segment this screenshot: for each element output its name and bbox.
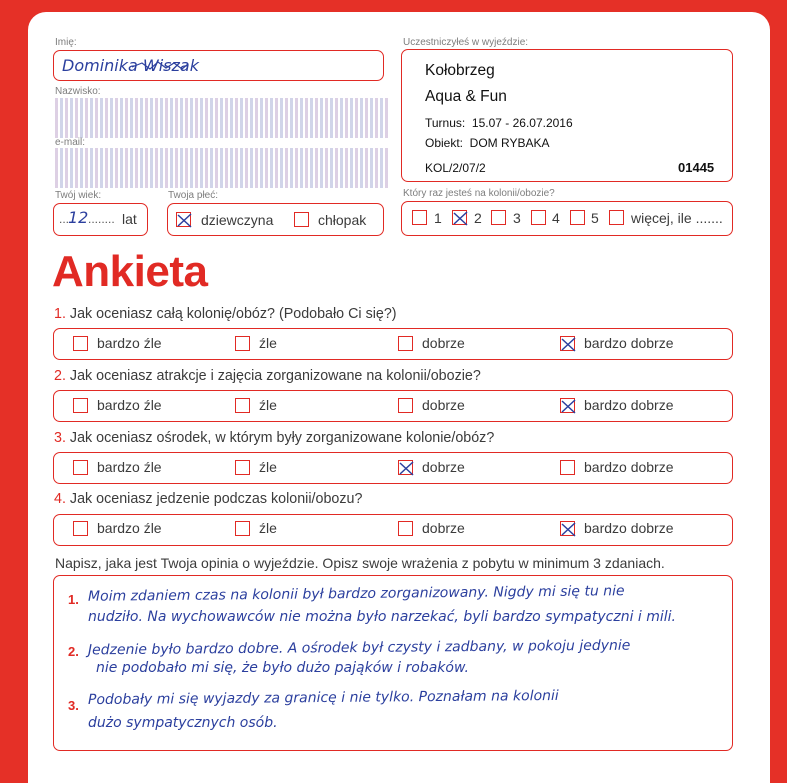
question-1-zle-checkbox[interactable]	[235, 336, 250, 351]
survey-title: Ankieta	[52, 247, 208, 296]
question-2-bardzo-zle-checkbox[interactable]	[73, 398, 88, 413]
question-1-bardzo-dobrze-label: bardzo dobrze	[584, 335, 674, 351]
imie-field[interactable]	[53, 50, 384, 81]
trip-number: 01445	[678, 160, 715, 175]
opinion-line-3: Jedzenie było bardzo dobre. A ośrodek był czysty i zadbany, w pokoju jedynie	[87, 637, 631, 659]
plec-chlopak-label: chłopak	[318, 212, 367, 228]
trip-turnus: Turnus: 15.07 - 26.07.2016	[425, 116, 573, 130]
nazwisko-label: Nazwisko:	[55, 86, 101, 97]
question-2-dobrze-checkbox[interactable]	[398, 398, 413, 413]
question-3	[54, 430, 494, 446]
question-2-zle-label: źle	[259, 397, 277, 413]
wiek-dots-right: ........	[88, 212, 115, 226]
wiek-label: Twój wiek:	[55, 190, 102, 201]
wiek-field[interactable]	[53, 203, 148, 236]
opinion-line-6: dużo sympatycznych osób.	[88, 715, 278, 731]
check-x-icon	[174, 210, 195, 231]
email-label: e-mail:	[55, 137, 86, 148]
ktory-raz-2-label: 2	[474, 210, 482, 226]
question-4-number: 4.	[54, 491, 66, 507]
plec-chlopak-checkbox[interactable]	[294, 212, 309, 227]
question-3-text: Jak oceniasz ośrodek, w którym były zorganizowane kolonie/obóz?	[69, 430, 495, 446]
question-2-bardzo-zle-label: bardzo źle	[97, 397, 162, 413]
wiek-dots-left: ...	[59, 212, 70, 226]
ktory-raz-wiecej-checkbox[interactable]	[609, 210, 624, 225]
question-4-bardzo-dobrze-label: bardzo dobrze	[584, 520, 674, 536]
check-x-icon	[558, 396, 579, 417]
question-2-zle-checkbox[interactable]	[235, 398, 250, 413]
question-4-bardzo-zle-label: bardzo źle	[97, 520, 162, 536]
question-1-zle-label: źle	[259, 335, 277, 351]
question-3-zle-checkbox[interactable]	[235, 460, 250, 475]
opinion-line-4: nie podobało mi się, że było dużo pająków i robaków.	[96, 660, 469, 676]
question-2-bardzo-dobrze-label: bardzo dobrze	[584, 397, 674, 413]
question-3-bardzo-dobrze-label: bardzo dobrze	[584, 459, 674, 475]
wiek-value: 12	[68, 208, 89, 227]
redacted-nazwisko	[55, 98, 388, 138]
question-1-dobrze-checkbox[interactable]	[398, 336, 413, 351]
trip-obiekt: Obiekt: DOM RYBAKA	[425, 136, 550, 150]
question-2-text: Jak oceniasz atrakcje i zajęcia zorganizowane na kolonii/obozie?	[69, 368, 481, 384]
check-x-icon	[396, 458, 417, 479]
question-4-zle-label: źle	[259, 520, 277, 536]
ktory-raz-4-checkbox[interactable]	[531, 210, 546, 225]
ktory-raz-4-label: 4	[552, 210, 560, 226]
uczestniczyles-label: Uczestniczyłeś w wyjeździe:	[403, 37, 529, 48]
check-x-icon	[450, 208, 471, 229]
redacted-email	[55, 148, 388, 188]
plec-dziewczyna-label: dziewczyna	[201, 212, 274, 228]
ktory-raz-5-label: 5	[591, 210, 599, 226]
question-3-dobrze-label: dobrze	[422, 459, 465, 475]
question-2-dobrze-label: dobrze	[422, 397, 465, 413]
question-1-bardzo-zle-label: bardzo źle	[97, 335, 162, 351]
opinion-line-5: Podobały mi się wyjazdy za granicę i nie tylko. Poznałam na kolonii	[87, 687, 559, 709]
plec-dziewczyna-checkbox[interactable]	[176, 212, 191, 227]
question-3-number: 3.	[54, 430, 66, 446]
question-4-zle-checkbox[interactable]	[235, 521, 250, 536]
question-1	[54, 306, 397, 322]
question-4-text: Jak oceniasz jedzenie podczas kolonii/obozu?	[69, 491, 363, 507]
trip-code: KOL/2/07/2	[425, 161, 486, 175]
question-3-bardzo-zle-label: bardzo źle	[97, 459, 162, 475]
check-x-icon	[558, 334, 579, 355]
opinion-number-1: 1.	[68, 592, 79, 607]
question-2	[54, 368, 481, 384]
trip-name: Aqua & Fun	[425, 88, 507, 105]
ktory-raz-1-checkbox[interactable]	[412, 210, 427, 225]
opinion-number-2: 2.	[68, 644, 79, 659]
opinion-number-3: 3.	[68, 698, 79, 713]
question-1-number: 1.	[54, 306, 66, 322]
question-4-dobrze-checkbox[interactable]	[398, 521, 413, 536]
trip-city: Kołobrzeg	[425, 62, 495, 79]
scribble-over-surname	[130, 59, 190, 73]
question-3-bardzo-zle-checkbox[interactable]	[73, 460, 88, 475]
question-3-bardzo-dobrze-checkbox[interactable]	[560, 460, 575, 475]
question-4-bardzo-dobrze-checkbox[interactable]	[560, 521, 575, 536]
question-4-bardzo-zle-checkbox[interactable]	[73, 521, 88, 536]
ktory-raz-wiecej-label: więcej, ile .......	[631, 210, 723, 226]
ktory-raz-5-checkbox[interactable]	[570, 210, 585, 225]
opinion-prompt: Napisz, jaka jest Twoja opinia o wyjeździe. Opisz swoje wrażenia z pobytu w minimum 3 zdaniach.	[55, 555, 665, 571]
opinion-line-1: Moim zdaniem czas na kolonii był bardzo zorganizowany. Nigdy mi się tu nie	[87, 583, 625, 605]
plec-label: Twoja płeć:	[168, 190, 219, 201]
check-x-icon	[558, 519, 579, 540]
wiek-unit: lat	[122, 211, 137, 227]
ktory-raz-label: Który raz jesteś na kolonii/obozie?	[403, 188, 555, 199]
question-1-bardzo-dobrze-checkbox[interactable]	[560, 336, 575, 351]
question-1-dobrze-label: dobrze	[422, 335, 465, 351]
question-1-bardzo-zle-checkbox[interactable]	[73, 336, 88, 351]
ktory-raz-3-checkbox[interactable]	[491, 210, 506, 225]
ktory-raz-3-label: 3	[513, 210, 521, 226]
imie-label: Imię:	[55, 37, 77, 48]
opinion-line-2: nudziło. Na wychowawców nie można było narzekać, byli bardzo sympatyczni i mili.	[88, 609, 676, 625]
ktory-raz-2-checkbox[interactable]	[452, 210, 467, 225]
question-1-text: Jak oceniasz całą kolonię/obóz? (Podobało Ci się?)	[69, 306, 397, 322]
question-3-dobrze-checkbox[interactable]	[398, 460, 413, 475]
trip-info-box	[401, 49, 733, 182]
imie-value: Dominika Wiszak	[62, 56, 199, 75]
question-2-bardzo-dobrze-checkbox[interactable]	[560, 398, 575, 413]
question-4-dobrze-label: dobrze	[422, 520, 465, 536]
question-3-zle-label: źle	[259, 459, 277, 475]
question-2-number: 2.	[54, 368, 66, 384]
ktory-raz-1-label: 1	[434, 210, 442, 226]
question-4	[54, 491, 362, 507]
